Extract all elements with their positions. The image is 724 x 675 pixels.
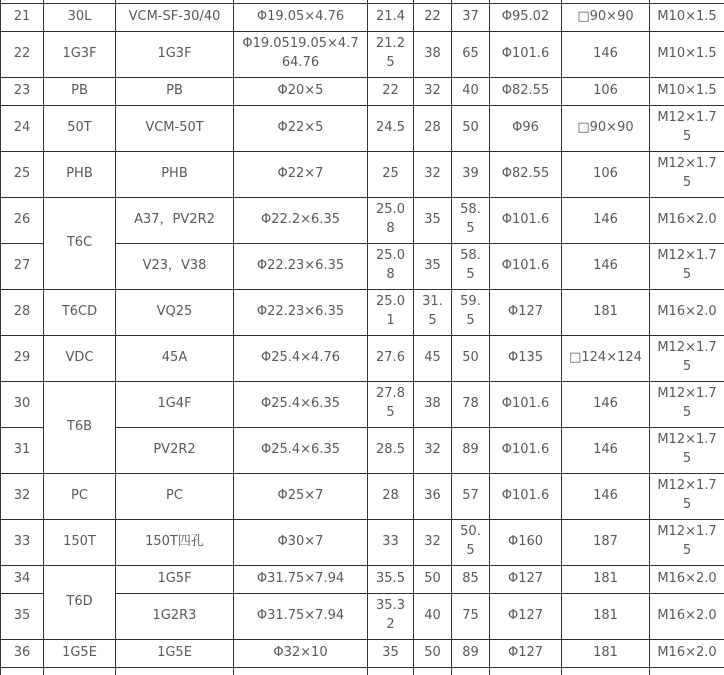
value-cell: Φ101.6 bbox=[490, 473, 562, 519]
value-cell: Φ25.4×6.35 bbox=[234, 381, 368, 427]
value-cell: Φ25.4×4.76 bbox=[234, 335, 368, 381]
value-cell: 50 bbox=[414, 639, 452, 667]
value-cell: 146 bbox=[562, 31, 650, 77]
table-row bbox=[1, 519, 724, 565]
value-cell: Φ160 bbox=[490, 519, 562, 565]
value-cell: M16×2.0 bbox=[650, 565, 724, 593]
empty-cell bbox=[452, 667, 490, 675]
value-cell: Φ82.55 bbox=[490, 77, 562, 105]
value-cell: 32 bbox=[414, 151, 452, 197]
model-cell: 150T四孔 bbox=[116, 519, 234, 565]
value-cell: 35.5 bbox=[368, 565, 414, 593]
row-number-cell: 32 bbox=[1, 473, 44, 519]
empty-cell bbox=[490, 667, 562, 675]
value-cell: 59.5 bbox=[452, 289, 490, 335]
value-cell: □124×124 bbox=[562, 335, 650, 381]
value-cell: 38 bbox=[414, 31, 452, 77]
empty-cell bbox=[414, 667, 452, 675]
value-cell: 57 bbox=[452, 473, 490, 519]
model-cell: 1G5E bbox=[116, 639, 234, 667]
value-cell: 25.08 bbox=[368, 197, 414, 243]
model-cell: PHB bbox=[116, 151, 234, 197]
spec-table-body bbox=[1, 0, 724, 675]
value-cell: M12×1.75 bbox=[650, 335, 724, 381]
empty-cell bbox=[562, 667, 650, 675]
value-cell: 85 bbox=[452, 565, 490, 593]
series-cell: PB bbox=[44, 77, 116, 105]
series-cell: 50T bbox=[44, 105, 116, 151]
value-cell: Φ30×7 bbox=[234, 519, 368, 565]
value-cell: M12×1.75 bbox=[650, 427, 724, 473]
value-cell: 50 bbox=[414, 565, 452, 593]
value-cell: Φ96 bbox=[490, 105, 562, 151]
series-cell: T6B bbox=[44, 381, 116, 473]
row-number-cell: 30 bbox=[1, 381, 44, 427]
row-number-cell: 31 bbox=[1, 427, 44, 473]
empty-cell bbox=[234, 667, 368, 675]
value-cell: Φ22×5 bbox=[234, 105, 368, 151]
table-row bbox=[1, 31, 724, 77]
value-cell: Φ32×10 bbox=[234, 639, 368, 667]
table-row bbox=[1, 105, 724, 151]
value-cell: 181 bbox=[562, 593, 650, 639]
value-cell: M16×2.0 bbox=[650, 593, 724, 639]
model-cell: 1G3F bbox=[116, 31, 234, 77]
value-cell: 146 bbox=[562, 381, 650, 427]
value-cell: Φ20×5 bbox=[234, 77, 368, 105]
value-cell: Φ25.4×6.35 bbox=[234, 427, 368, 473]
clipped-row-bottom bbox=[1, 667, 724, 675]
value-cell: Φ19.05×4.76 bbox=[234, 3, 368, 31]
row-number-cell: 35 bbox=[1, 593, 44, 639]
series-cell: T6C bbox=[44, 197, 116, 289]
table-row bbox=[1, 289, 724, 335]
value-cell: M16×2.0 bbox=[650, 639, 724, 667]
value-cell: Φ22.23×6.35 bbox=[234, 243, 368, 289]
value-cell: M12×1.75 bbox=[650, 105, 724, 151]
empty-cell bbox=[368, 667, 414, 675]
value-cell: □90×90 bbox=[562, 3, 650, 31]
series-cell: 1G3F bbox=[44, 31, 116, 77]
value-cell: 40 bbox=[414, 593, 452, 639]
value-cell: 21.25 bbox=[368, 31, 414, 77]
value-cell: 25.08 bbox=[368, 243, 414, 289]
value-cell: 39 bbox=[452, 151, 490, 197]
model-cell: PB bbox=[116, 77, 234, 105]
value-cell: Φ22.23×6.35 bbox=[234, 289, 368, 335]
value-cell: M10×1.5 bbox=[650, 3, 724, 31]
empty-cell bbox=[116, 667, 234, 675]
value-cell: M12×1.75 bbox=[650, 473, 724, 519]
value-cell: Φ127 bbox=[490, 289, 562, 335]
model-cell: VQ25 bbox=[116, 289, 234, 335]
value-cell: Φ101.6 bbox=[490, 381, 562, 427]
value-cell: Φ19.0519.05×4.764.76 bbox=[234, 31, 368, 77]
value-cell: 45 bbox=[414, 335, 452, 381]
value-cell: Φ101.6 bbox=[490, 243, 562, 289]
value-cell: 78 bbox=[452, 381, 490, 427]
series-cell: 30L bbox=[44, 3, 116, 31]
value-cell: 32 bbox=[414, 519, 452, 565]
value-cell: 146 bbox=[562, 473, 650, 519]
value-cell: 28.5 bbox=[368, 427, 414, 473]
row-number-cell: 22 bbox=[1, 31, 44, 77]
series-cell: 1G5E bbox=[44, 639, 116, 667]
value-cell: 31.5 bbox=[414, 289, 452, 335]
row-number-cell: 34 bbox=[1, 565, 44, 593]
value-cell: 37 bbox=[452, 3, 490, 31]
value-cell: Φ127 bbox=[490, 565, 562, 593]
value-cell: M16×2.0 bbox=[650, 197, 724, 243]
row-number-cell: 23 bbox=[1, 77, 44, 105]
value-cell: 50 bbox=[452, 105, 490, 151]
value-cell: Φ82.55 bbox=[490, 151, 562, 197]
value-cell: Φ101.6 bbox=[490, 197, 562, 243]
value-cell: M10×1.5 bbox=[650, 31, 724, 77]
value-cell: Φ135 bbox=[490, 335, 562, 381]
value-cell: 38 bbox=[414, 381, 452, 427]
model-cell: VCM-SF-30/40 bbox=[116, 3, 234, 31]
row-number-cell: 21 bbox=[1, 3, 44, 31]
value-cell: 35.32 bbox=[368, 593, 414, 639]
row-number-cell: 29 bbox=[1, 335, 44, 381]
value-cell: M10×1.5 bbox=[650, 77, 724, 105]
series-cell: PHB bbox=[44, 151, 116, 197]
value-cell: Φ127 bbox=[490, 593, 562, 639]
table-row bbox=[1, 77, 724, 105]
value-cell: 35 bbox=[414, 243, 452, 289]
value-cell: 58.5 bbox=[452, 243, 490, 289]
series-cell: 150T bbox=[44, 519, 116, 565]
table-row bbox=[1, 3, 724, 31]
model-cell: A37，PV2R2 bbox=[116, 197, 234, 243]
row-number-cell: 24 bbox=[1, 105, 44, 151]
value-cell: 146 bbox=[562, 243, 650, 289]
row-number-cell: 25 bbox=[1, 151, 44, 197]
row-number-cell: 26 bbox=[1, 197, 44, 243]
row-number-cell: 27 bbox=[1, 243, 44, 289]
value-cell: 40 bbox=[452, 77, 490, 105]
value-cell: 181 bbox=[562, 565, 650, 593]
value-cell: 27.85 bbox=[368, 381, 414, 427]
value-cell: 146 bbox=[562, 427, 650, 473]
model-cell: PV2R2 bbox=[116, 427, 234, 473]
value-cell: Φ22.2×6.35 bbox=[234, 197, 368, 243]
value-cell: M12×1.75 bbox=[650, 243, 724, 289]
value-cell: 50.5 bbox=[452, 519, 490, 565]
model-cell: PC bbox=[116, 473, 234, 519]
value-cell: 106 bbox=[562, 151, 650, 197]
value-cell: 35 bbox=[414, 197, 452, 243]
value-cell: M12×1.75 bbox=[650, 381, 724, 427]
value-cell: 21.4 bbox=[368, 3, 414, 31]
value-cell: 187 bbox=[562, 519, 650, 565]
value-cell: M16×2.0 bbox=[650, 289, 724, 335]
value-cell: 32 bbox=[414, 427, 452, 473]
series-cell: T6D bbox=[44, 565, 116, 639]
table-row bbox=[1, 565, 724, 593]
value-cell: Φ101.6 bbox=[490, 427, 562, 473]
series-cell: T6CD bbox=[44, 289, 116, 335]
value-cell: 75 bbox=[452, 593, 490, 639]
value-cell: 89 bbox=[452, 427, 490, 473]
value-cell: M12×1.75 bbox=[650, 519, 724, 565]
value-cell: 28 bbox=[414, 105, 452, 151]
model-cell: 1G5F bbox=[116, 565, 234, 593]
value-cell: 22 bbox=[414, 3, 452, 31]
value-cell: 35 bbox=[368, 639, 414, 667]
model-cell: V23，V38 bbox=[116, 243, 234, 289]
value-cell: Φ127 bbox=[490, 639, 562, 667]
value-cell: Φ31.75×7.94 bbox=[234, 593, 368, 639]
value-cell: □90×90 bbox=[562, 105, 650, 151]
table-row bbox=[1, 381, 724, 427]
value-cell: Φ101.6 bbox=[490, 31, 562, 77]
row-number-cell: 36 bbox=[1, 639, 44, 667]
row-number-cell: 33 bbox=[1, 519, 44, 565]
table-row bbox=[1, 473, 724, 519]
value-cell: 25 bbox=[368, 151, 414, 197]
value-cell: Φ95.02 bbox=[490, 3, 562, 31]
value-cell: 27.6 bbox=[368, 335, 414, 381]
value-cell: 106 bbox=[562, 77, 650, 105]
value-cell: 24.5 bbox=[368, 105, 414, 151]
value-cell: 181 bbox=[562, 639, 650, 667]
model-cell: 45A bbox=[116, 335, 234, 381]
value-cell: 28 bbox=[368, 473, 414, 519]
value-cell: 50 bbox=[452, 335, 490, 381]
series-cell: VDC bbox=[44, 335, 116, 381]
table-row bbox=[1, 197, 724, 243]
row-number-cell: 28 bbox=[1, 289, 44, 335]
model-cell: 1G2R3 bbox=[116, 593, 234, 639]
empty-cell bbox=[1, 667, 44, 675]
table-row bbox=[1, 335, 724, 381]
value-cell: 146 bbox=[562, 197, 650, 243]
value-cell: M12×1.75 bbox=[650, 151, 724, 197]
value-cell: 65 bbox=[452, 31, 490, 77]
value-cell: 181 bbox=[562, 289, 650, 335]
value-cell: Φ25×7 bbox=[234, 473, 368, 519]
value-cell: 36 bbox=[414, 473, 452, 519]
model-cell: VCM-50T bbox=[116, 105, 234, 151]
value-cell: 22 bbox=[368, 77, 414, 105]
model-cell: 1G4F bbox=[116, 381, 234, 427]
empty-cell bbox=[650, 667, 724, 675]
value-cell: 25.01 bbox=[368, 289, 414, 335]
table-row bbox=[1, 151, 724, 197]
table-row bbox=[1, 639, 724, 667]
value-cell: Φ22×7 bbox=[234, 151, 368, 197]
value-cell: 32 bbox=[414, 77, 452, 105]
value-cell: 89 bbox=[452, 639, 490, 667]
value-cell: 58.5 bbox=[452, 197, 490, 243]
value-cell: 33 bbox=[368, 519, 414, 565]
empty-cell bbox=[44, 667, 116, 675]
series-cell: PC bbox=[44, 473, 116, 519]
value-cell: Φ31.75×7.94 bbox=[234, 565, 368, 593]
